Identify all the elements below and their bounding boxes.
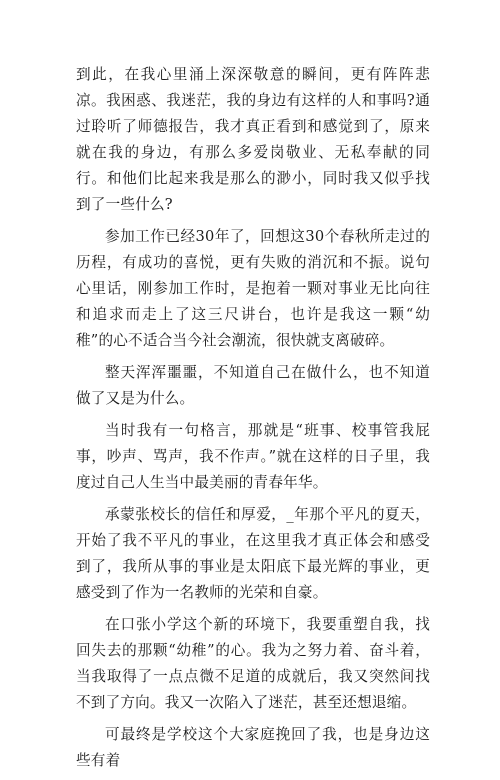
paragraph: 整天浑浑噩噩，不知道自己在做什么，也不知道做了又是为什么。: [76, 364, 430, 407]
paragraph: 承蒙张校长的信任和厚爱，_年那个平凡的夏天，开始了我不平凡的事业，在这里我才真正体会和感受到了，我所从事的事业是太阳底下最光辉的事业，更感受到了作为一名教师的光荣和自豪。: [76, 506, 430, 601]
paragraph: 可最终是学校这个大家庭挽回了我，也是身边这些有着: [76, 726, 430, 769]
document-body: [76, 62, 430, 780]
paragraph: 到此，在我心里涌上深深敬意的瞬间，更有阵阵悲凉。我困惑、我迷茫，我的身边有这样的人和事吗?通过聆听了师德报告，我才真正看到和感觉到了，原来就在我的身边，有那么多爱岗敬业、无私奉献的同行。和他们比起来我是那么的渺小，同时我又似乎找到了一些什么?: [76, 66, 430, 213]
paragraph: 当时我有一句格言，那就是“班事、校事管我屁事，吵声、骂声，我不作声。”就在这样的日子里，我度过自己人生当中最美丽的青春年华。: [76, 422, 430, 491]
paragraph: 参加工作已经30年了，回想这30个春秋所走过的历程，有成功的喜悦，更有失败的消沉和不振。说句心里话，刚参加工作时，是抱着一颗对事业无比向往和追求而走上了这三尺讲台，也许是我这一颗“幼稚”的心不适合当今社会潮流，很快就支离破碎。: [76, 228, 430, 349]
paragraph: 在口张小学这个新的环境下，我要重塑自我，找回失去的那颗“幼稚”的心。我为之努力着、奋斗着，当我取得了一点点微不足道的成就后，我又突然间找不到了方向。我又一次陷入了迷茫，甚至还想退缩。: [76, 616, 430, 711]
